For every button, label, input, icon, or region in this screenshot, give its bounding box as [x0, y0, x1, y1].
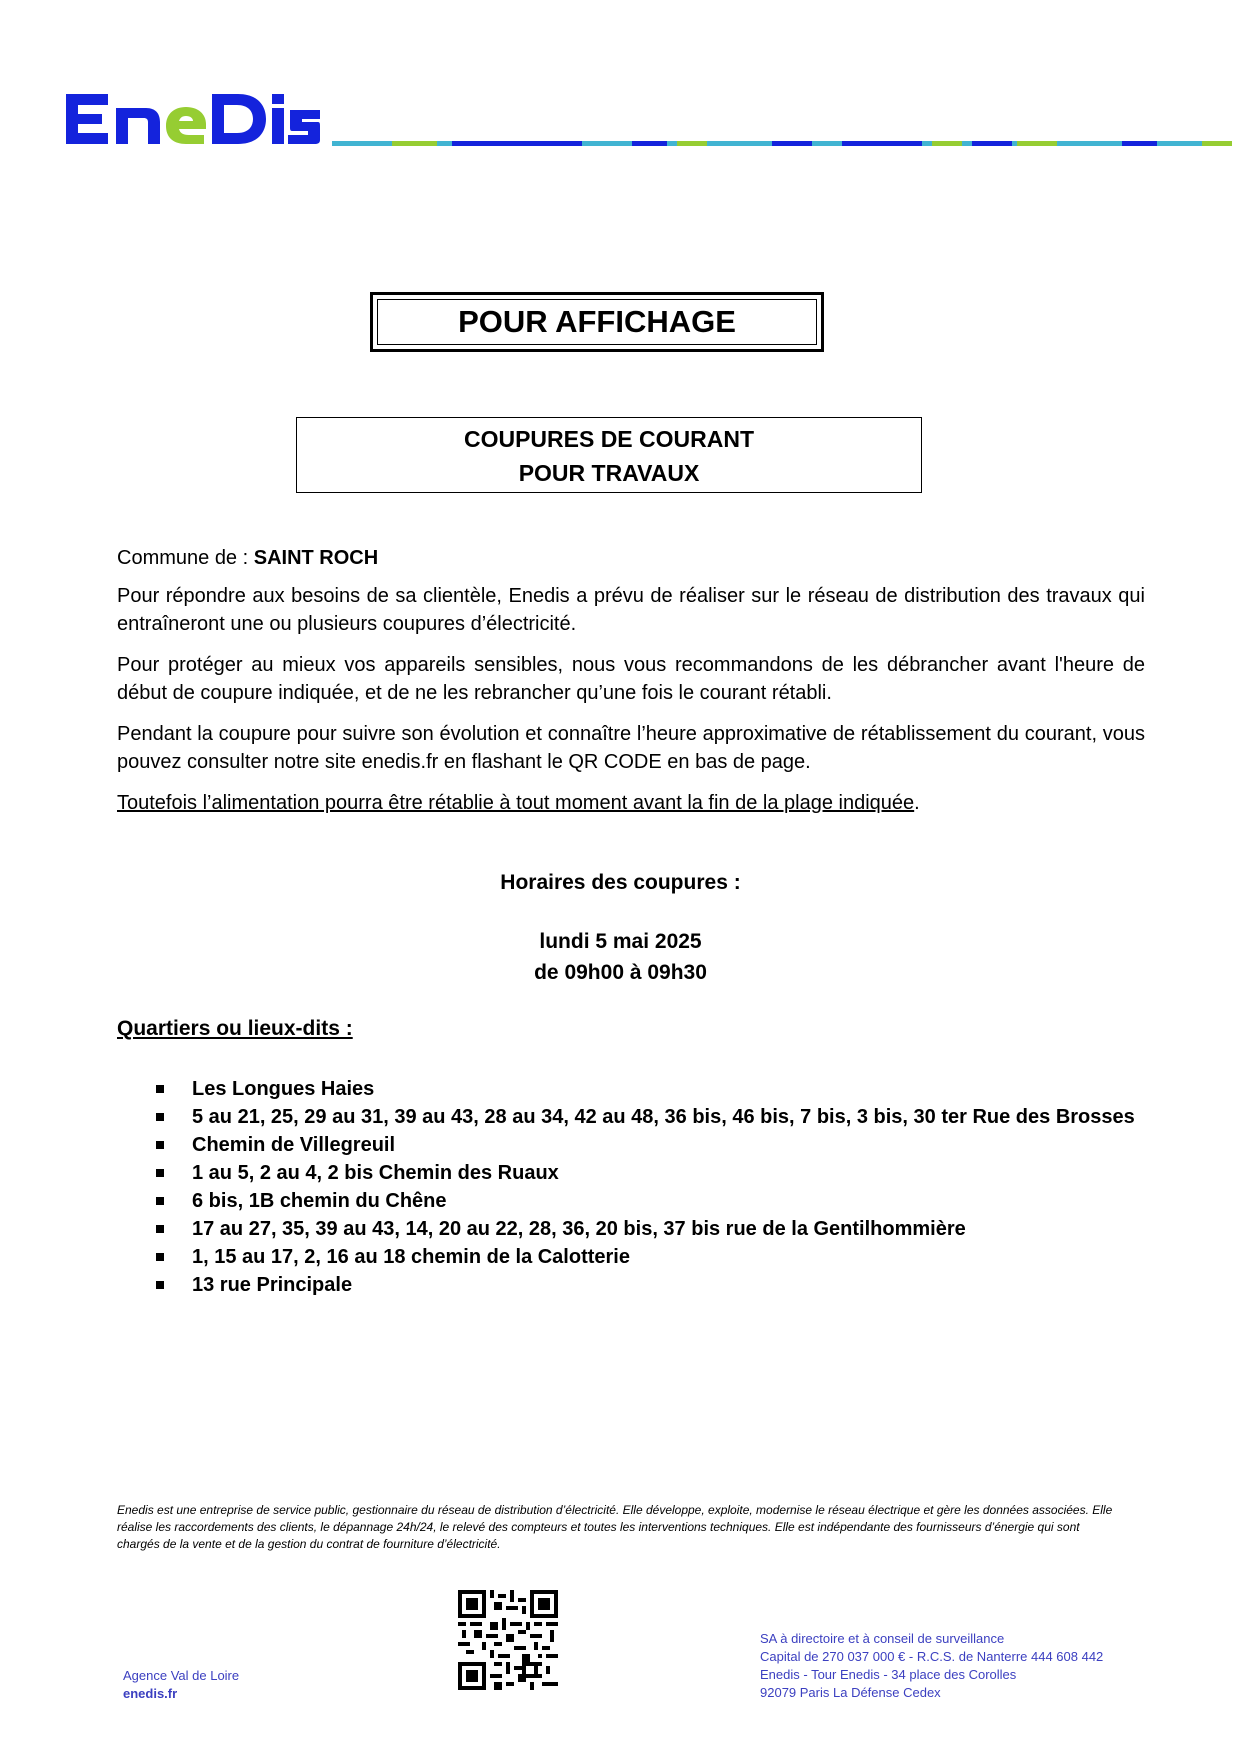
list-item	[152, 1271, 1135, 1299]
company-line: Capital de 270 037 000 € - R.C.S. de Nanterre 444 608 442	[760, 1649, 1104, 1664]
list-item	[152, 1103, 1135, 1131]
warning-text: Toutefois l’alimentation pourra être rétablie à tout moment avant la fin de la plage indiquée	[117, 792, 915, 814]
paragraph-protect: Pour protéger au mieux vos appareils sensibles, nous vous recommandons de les débrancher avant l'heure de début de coupure indiquée, et de ne les rebrancher qu’une fois le courant rétabli.	[117, 654, 1145, 704]
schedule-time: de 09h00 à 09h30	[534, 961, 707, 984]
agence-website[interactable]: enedis.fr	[123, 1686, 178, 1701]
place-text: 6 bis, 1B chemin du Chêne	[192, 1190, 447, 1212]
list-item	[152, 1243, 1135, 1271]
bullet-icon	[156, 1225, 164, 1233]
list-item	[152, 1075, 1135, 1103]
notice-title-box	[370, 292, 824, 352]
place-text: 1 au 5, 2 au 4, 2 bis Chemin des Ruaux	[192, 1162, 559, 1184]
warning-end: .	[914, 792, 920, 814]
paragraph-intro: Pour répondre aux besoins de sa clientèle, Enedis a prévu de réaliser sur le réseau de distribution des travaux qui entraîneront une ou plusieurs coupures d’électricité.	[117, 585, 1145, 635]
list-item	[152, 1215, 1135, 1243]
place-text: Les Longues Haies	[192, 1078, 375, 1100]
places-heading: Quartiers ou lieux-dits :	[117, 1017, 353, 1040]
bullet-icon	[156, 1113, 164, 1121]
qr-code-icon[interactable]	[458, 1590, 558, 1690]
place-text: 5 au 21, 25, 29 au 31, 39 au 43, 28 au 34, 42 au 48, 36 bis, 46 bis, 7 bis, 3 bis, 30 ter Rue des Brosses	[192, 1106, 1135, 1128]
bullet-icon	[156, 1197, 164, 1205]
footer-disclaimer: Enedis est une entreprise de service public, gestionnaire du réseau de distribution d’électricité. Elle développe, exploite, modernise le réseau électrique et gère les données associées. Elle réalise les raccordements des clients, le dépannage 24h/24, le relevé des compteurs et toutes les interventions techniques. Elle est indépendante des fournisseurs d’énergie qui sont chargés de la vente et de la gestion du contrat de fourniture d’électricité.	[117, 1503, 1113, 1551]
subtitle-line-2: POUR TRAVAUX	[518, 460, 700, 486]
bullet-icon	[156, 1253, 164, 1261]
list-item	[152, 1187, 1135, 1215]
agence-name: Agence Val de Loire	[123, 1668, 240, 1683]
brand-stripe	[332, 141, 1232, 146]
place-text: 13 rue Principale	[192, 1274, 353, 1296]
company-line: 92079 Paris La Défense Cedex	[760, 1685, 941, 1700]
list-item	[152, 1131, 1135, 1159]
commune-label: Commune de :	[117, 547, 254, 569]
schedule-date: lundi 5 mai 2025	[539, 930, 702, 953]
company-line: SA à directoire et à conseil de surveillance	[760, 1631, 1005, 1646]
place-text: Chemin de Villegreuil	[192, 1134, 396, 1156]
place-text: 1, 15 au 17, 2, 16 au 18 chemin de la Calotterie	[192, 1246, 630, 1268]
bullet-icon	[156, 1281, 164, 1289]
company-info	[760, 1630, 1103, 1702]
bullet-icon	[156, 1169, 164, 1177]
schedule-heading: Horaires des coupures :	[500, 871, 741, 894]
warning-line	[117, 789, 1145, 817]
commune-name: SAINT ROCH	[253, 547, 379, 569]
commune-line	[117, 544, 1145, 572]
list-item	[152, 1159, 1135, 1187]
subtitle-line-1: COUPURES DE COURANT	[463, 426, 755, 452]
places-list	[152, 1075, 1135, 1299]
notice-subtitle-box	[296, 417, 922, 493]
bullet-icon	[156, 1141, 164, 1149]
company-line: Enedis - Tour Enedis - 34 place des Corolles	[760, 1667, 1017, 1682]
agence-block	[123, 1667, 239, 1703]
notice-title: POUR AFFICHAGE	[377, 299, 817, 345]
bullet-icon	[156, 1085, 164, 1093]
place-text: 17 au 27, 35, 39 au 43, 14, 20 au 22, 28, 36, 20 bis, 37 bis rue de la Gentilhommière	[192, 1218, 966, 1240]
paragraph-follow: Pendant la coupure pour suivre son évolution et connaître l’heure approximative de rétablissement du courant, vous pouvez consulter notre site enedis.fr en flashant le QR CODE en bas de page.	[117, 723, 1145, 773]
enedis-logo	[62, 88, 322, 150]
